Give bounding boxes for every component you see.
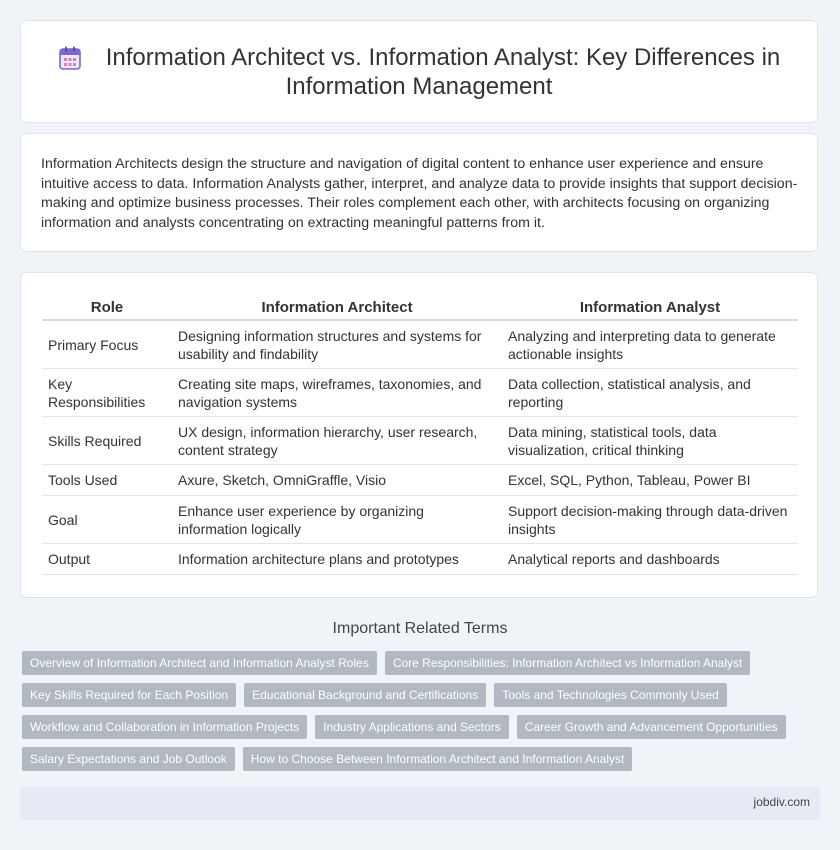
related-term-tag[interactable]: Core Responsibilities: Information Architect vs Information Analyst [385,651,751,675]
table-row [42,417,798,465]
footer-site-link[interactable]: jobdiv.com [753,795,810,809]
header-card [20,20,818,123]
row-architect: Enhance user experience by organizing information logically [172,496,502,544]
row-role: Output [42,544,172,575]
header-architect: Information Architect [172,295,502,320]
row-analyst: Excel, SQL, Python, Tableau, Power BI [502,465,798,496]
header-role: Role [42,295,172,320]
row-analyst: Analyzing and interpreting data to generate actionable insights [502,320,798,369]
related-term-tag[interactable]: Educational Background and Certifications [244,683,486,707]
related-term-tag[interactable]: Salary Expectations and Job Outlook [22,747,235,771]
related-term-tag[interactable]: Career Growth and Advancement Opportunities [517,715,786,739]
row-architect: Designing information structures and systems for usability and findability [172,320,502,369]
row-analyst: Support decision-making through data-driven insights [502,496,798,544]
footer [20,786,820,820]
comparison-table-card [20,272,818,598]
page-title-line1: Information Architect vs. Information Analyst: Key Differences in [105,44,781,71]
row-analyst: Analytical reports and dashboards [502,544,798,575]
related-term-tag[interactable]: Overview of Information Architect and Information Analyst Roles [22,651,377,675]
row-role: Skills Required [42,417,172,465]
related-terms-list [22,651,802,771]
related-term-tag[interactable]: Key Skills Required for Each Position [22,683,236,707]
row-architect: UX design, information hierarchy, user research, content strategy [172,417,502,465]
table-row [42,544,798,575]
table-row [42,320,798,369]
header-analyst: Information Analyst [502,295,798,320]
comparison-table [42,295,798,575]
page-title-line2: Information Management [285,73,553,100]
related-term-tag[interactable]: How to Choose Between Information Architect and Information Analyst [243,747,633,771]
intro-text: Information Architects design the structure and navigation of digital content to enhance user experience and ensure intuitive access to data. Information Analysts gather, interpret, and analyze data to provide insights that support decision-making and optimize business processes. Their roles complement each other, with architects focusing on organizing information and analysts concentrating on extracting meaningful patterns from it. [41,156,798,231]
related-term-tag[interactable]: Industry Applications and Sectors [315,715,508,739]
row-role: Key Responsibilities [42,369,172,417]
page-title [21,43,817,101]
row-role: Primary Focus [42,320,172,369]
table-row [42,465,798,496]
row-role: Tools Used [42,465,172,496]
table-row [42,496,798,544]
row-role: Goal [42,496,172,544]
related-term-tag[interactable]: Workflow and Collaboration in Information Projects [22,715,307,739]
row-analyst: Data mining, statistical tools, data visualization, critical thinking [502,417,798,465]
intro-card [20,133,818,252]
related-term-tag[interactable]: Tools and Technologies Commonly Used [494,683,727,707]
related-terms-title: Important Related Terms [332,620,508,637]
row-architect: Creating site maps, wireframes, taxonomies, and navigation systems [172,369,502,417]
row-architect: Axure, Sketch, OmniGraffle, Visio [172,465,502,496]
table-header-row [42,295,798,320]
table-row [42,369,798,417]
row-analyst: Data collection, statistical analysis, and reporting [502,369,798,417]
row-architect: Information architecture plans and prototypes [172,544,502,575]
